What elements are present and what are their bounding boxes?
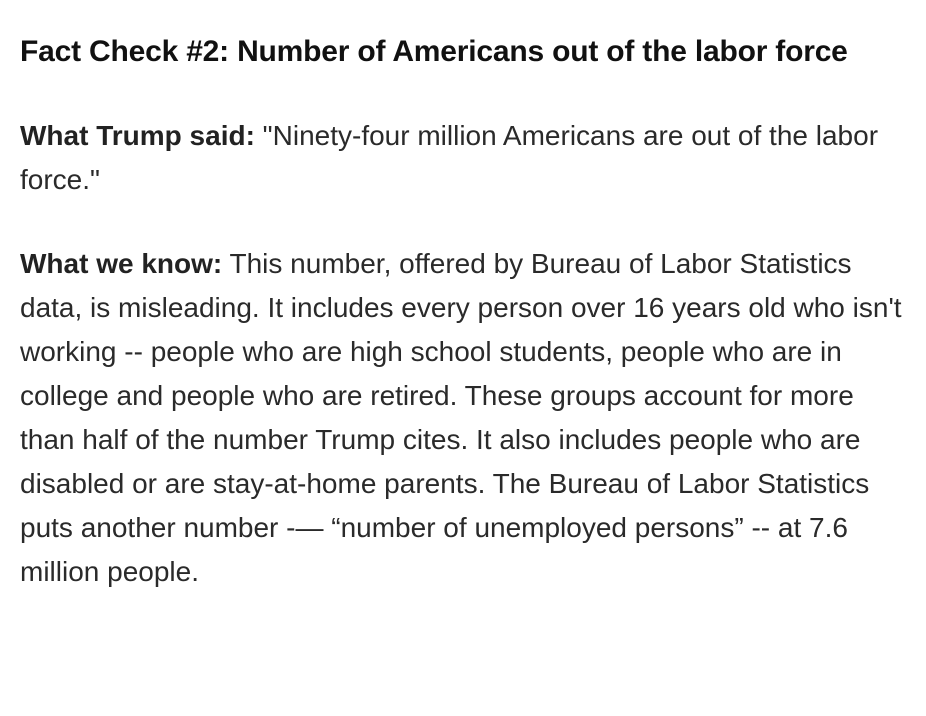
article-headline: Fact Check #2: Number of Americans out of the labor force (20, 35, 848, 68)
what-we-know-text: This number, offered by Bureau of Labor Statistics data, is misleading. It includes every person over 16 years old who isn't working -- people who are high school students, people who are in college and people who are retired. These groups account for more than half of the number Trump cites. It also includes people who are disabled or are stay-at-home parents. The Bureau of Labor Statistics puts another number -— “number of unemployed persons” -- at 7.6 million people. (20, 248, 902, 587)
trump-said-paragraph (20, 114, 906, 202)
what-we-know-label: What we know: (20, 248, 223, 279)
trump-said-text: "Ninety-four million Americans are out of the labor force." (20, 120, 879, 195)
what-we-know-paragraph (20, 242, 906, 594)
trump-said-label: What Trump said: (20, 120, 255, 151)
